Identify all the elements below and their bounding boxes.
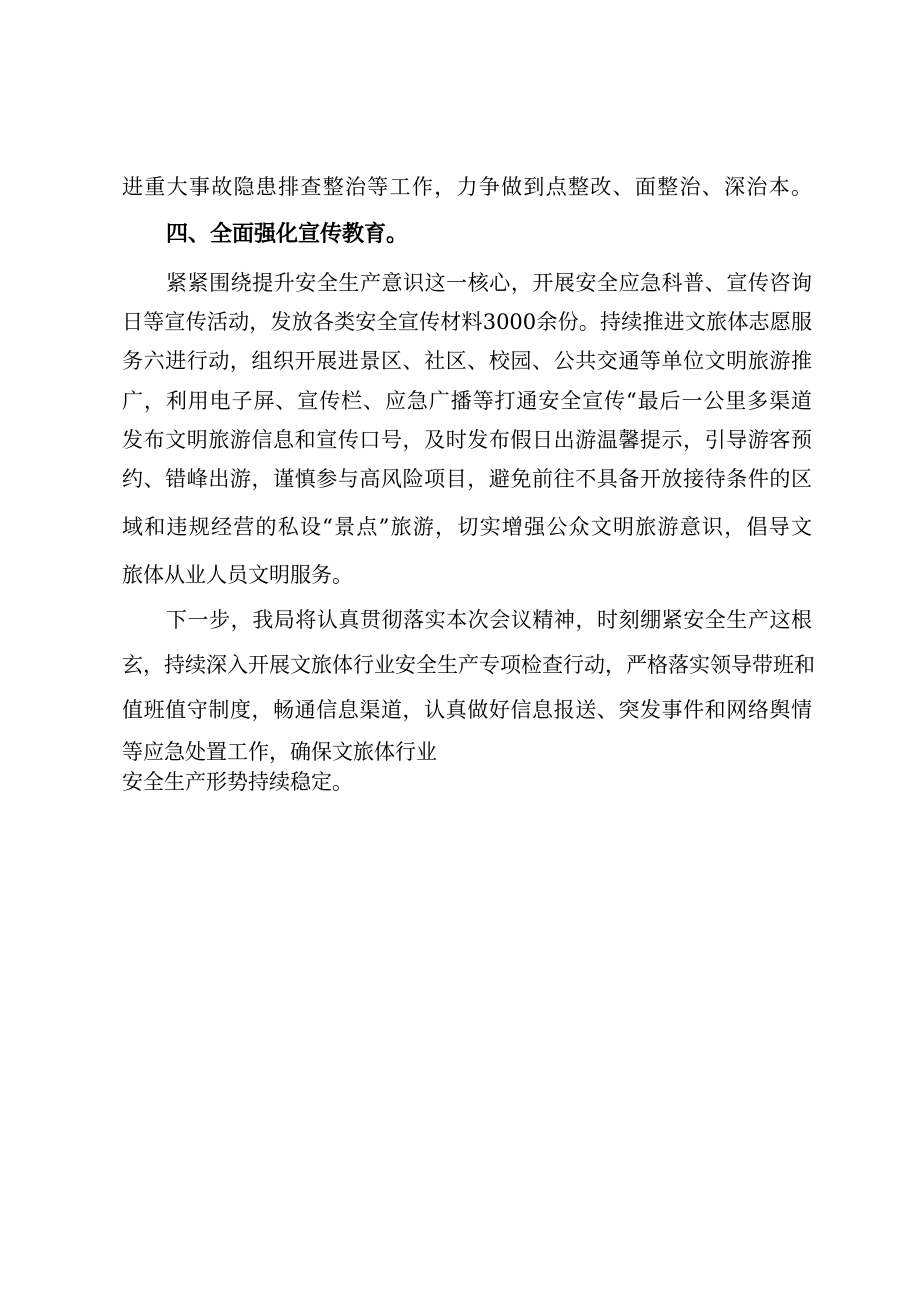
section4-paragraph-line: 域和违规经营的私设“景点”旅游，切实增强公众文明旅游意识，倡导文	[122, 515, 812, 539]
next-step-line: 值班值守制度，畅通信息渠道，认真做好信息报送、突发事件和网络舆情	[122, 698, 812, 722]
section4-paragraph-line: 旅体从业人员文明服务。	[122, 563, 353, 587]
section4-paragraph-line: 紧紧围绕提升安全生产意识这一核心，开展安全应急科普、宣传咨询	[166, 271, 812, 295]
continuation-line: 进重大事故隐患排查整治等工作，力争做到点整改、面整治、深治本。	[122, 175, 812, 199]
next-step-line: 安全生产形势持续稳定。	[122, 770, 353, 794]
section4-paragraph-line: 日等宣传活动，发放各类安全宣传材料3000余份。持续推进文旅体志愿服	[122, 310, 812, 334]
next-step-line: 下一步，我局将认真贯彻落实本次会议精神，时刻绷紧安全生产这根	[166, 608, 812, 632]
next-step-line: 等应急处置工作，确保文旅体行业	[122, 740, 437, 764]
next-step-line: 玄，持续深入开展文旅体行业安全生产专项检查行动，严格落实领导带班和	[122, 653, 815, 677]
section4-paragraph-line: 务六进行动，组织开展进景区、社区、校园、公共交通等单位文明旅游推	[122, 349, 812, 373]
section4-paragraph-line: 广，利用电子屏、宣传栏、应急广播等打通安全宣传“最后一公里多渠道	[122, 389, 812, 413]
section-heading-4: 四、全面强化宣传教育。	[166, 222, 409, 247]
section4-paragraph-line: 发布文明旅游信息和宣传口号，及时发布假日出游温馨提示，引导游客预	[122, 428, 812, 452]
section4-paragraph-line: 约、错峰出游，谨慎参与高风险项目，避免前往不具备开放接待条件的区	[122, 467, 812, 491]
